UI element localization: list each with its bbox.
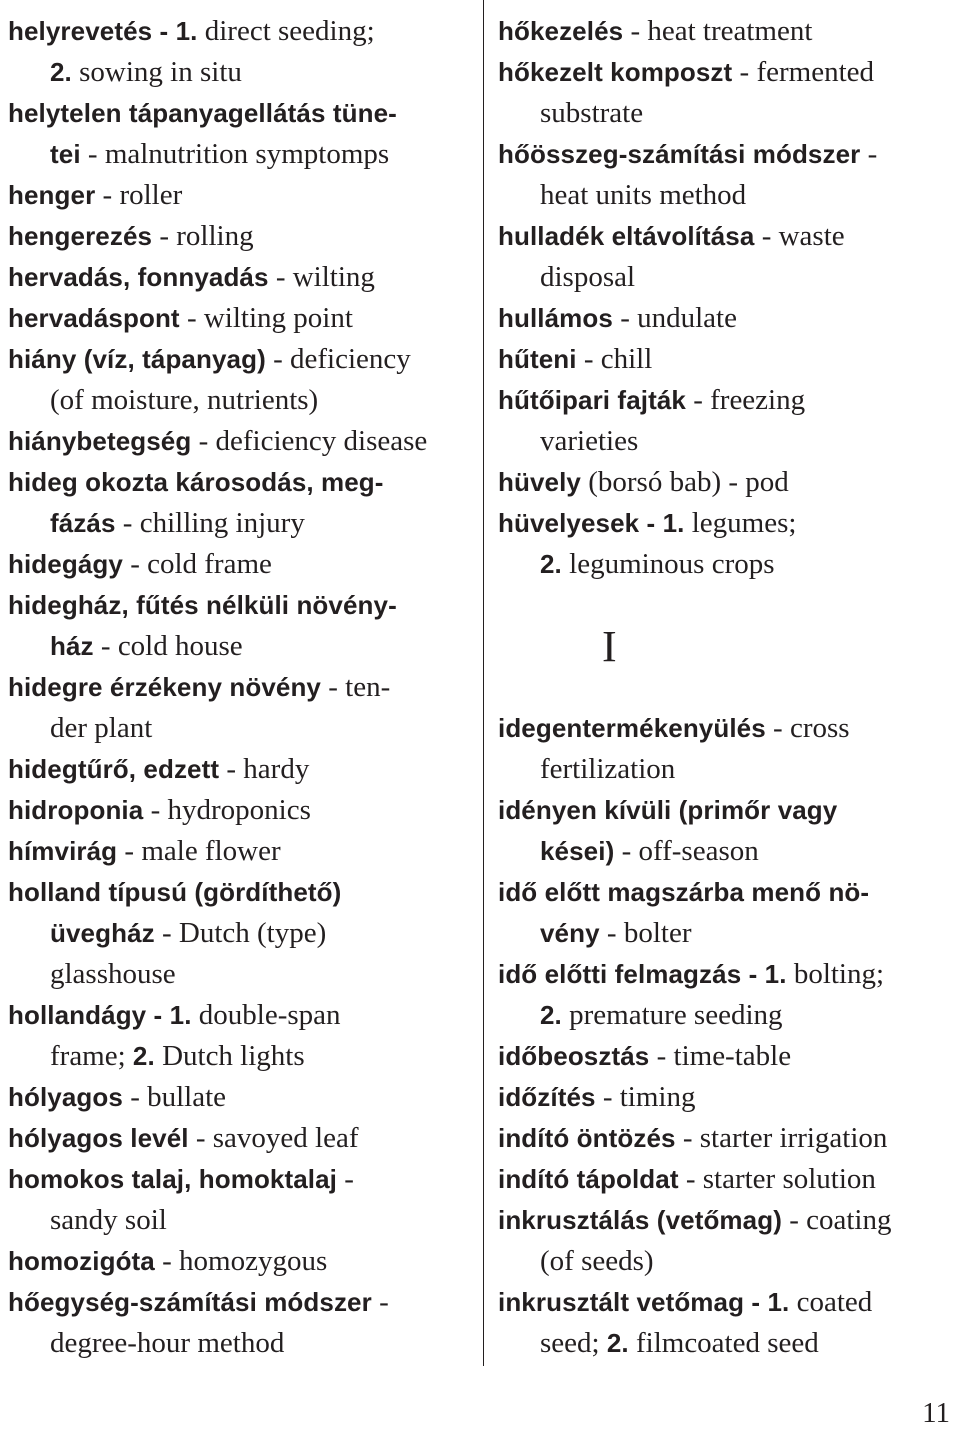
glossary-line xyxy=(498,1200,950,1241)
glossary-line xyxy=(498,1077,950,1118)
term: hőegység-számítási módszer xyxy=(8,1287,372,1317)
definition: coated xyxy=(789,1286,873,1318)
glossary-line xyxy=(498,1323,950,1364)
glossary-line xyxy=(498,216,950,257)
glossary-line xyxy=(498,1159,950,1200)
glossary-line xyxy=(8,831,478,872)
glossary-line xyxy=(8,544,478,585)
term: hervadáspont xyxy=(8,303,180,333)
definition: - Dutch (type) xyxy=(154,917,327,949)
right-column xyxy=(498,11,950,1364)
term: idényen kívüli (primőr vagy xyxy=(498,795,838,825)
term: hiánybetegség xyxy=(8,426,192,456)
term: homokos talaj, homoktalaj xyxy=(8,1164,338,1194)
term: inkrusztálás (vetőmag) xyxy=(498,1205,782,1235)
glossary-line xyxy=(498,380,950,421)
term: hőkezelt komposzt xyxy=(498,57,733,87)
definition: - deficiency xyxy=(265,343,411,375)
definition: - bullate xyxy=(122,1081,227,1113)
definition: varieties xyxy=(540,425,639,457)
definition: - ten- xyxy=(320,671,391,703)
column-divider xyxy=(483,0,484,1366)
definition: (of moisture, nutrients) xyxy=(50,384,319,416)
glossary-line xyxy=(498,11,950,52)
term: hidegre érzékeny növény xyxy=(8,672,321,702)
glossary-line xyxy=(498,954,950,995)
definition: - starter irrigation xyxy=(675,1122,888,1154)
glossary-line xyxy=(8,1282,478,1323)
term: hullámos xyxy=(498,303,613,333)
definition: - freezing xyxy=(685,384,806,416)
term: holland típusú (gördíthető) xyxy=(8,877,342,907)
glossary-line xyxy=(8,175,478,216)
glossary-line xyxy=(498,134,950,175)
term: hollandágy - 1. xyxy=(8,1000,192,1030)
definition: (borsó bab) - pod xyxy=(580,466,789,498)
definition: legumes; xyxy=(684,507,797,539)
term: fázás xyxy=(50,508,116,538)
definition: der plant xyxy=(50,712,153,744)
glossary-line xyxy=(8,1118,478,1159)
left-column xyxy=(8,11,478,1364)
definition: double-span xyxy=(191,999,341,1031)
glossary-line xyxy=(498,1036,950,1077)
term: vény xyxy=(540,918,600,948)
page-number: 11 xyxy=(922,1397,950,1429)
definition: - wilting point xyxy=(179,302,353,334)
glossary-line xyxy=(8,257,478,298)
definition: - fermented xyxy=(732,56,874,88)
definition: disposal xyxy=(540,261,636,293)
term: inkrusztált vetőmag - 1. xyxy=(498,1287,790,1317)
term: hűteni xyxy=(498,344,577,374)
term: hervadás, fonnyadás xyxy=(8,262,269,292)
definition: heat units method xyxy=(540,179,747,211)
definition: - heat treatment xyxy=(623,15,813,47)
glossary-line xyxy=(8,298,478,339)
glossary-line xyxy=(8,667,478,708)
definition: - coating xyxy=(781,1204,892,1236)
term: időzítés xyxy=(498,1082,596,1112)
term: indító öntözés xyxy=(498,1123,676,1153)
definition: - cold house xyxy=(93,630,243,662)
definition: - malnutrition symptomps xyxy=(80,138,390,170)
glossary-line xyxy=(498,544,950,585)
term: helyrevetés - 1. xyxy=(8,16,198,46)
glossary-line xyxy=(498,995,950,1036)
glossary-line xyxy=(8,913,478,954)
definition: - xyxy=(860,138,878,170)
glossary-line xyxy=(8,585,478,626)
term: 2. xyxy=(606,1328,629,1358)
definition: - undulate xyxy=(612,302,737,334)
glossary-line xyxy=(8,1077,478,1118)
glossary-line xyxy=(498,1118,950,1159)
term: idegentermékenyülés xyxy=(498,713,766,743)
definition: bolting; xyxy=(786,958,885,990)
glossary-line xyxy=(498,1282,950,1323)
term: üvegház xyxy=(50,918,155,948)
term: hólyagos levél xyxy=(8,1123,189,1153)
glossary-line xyxy=(498,175,950,216)
glossary-line xyxy=(498,872,950,913)
glossary-line xyxy=(8,1241,478,1282)
glossary-line xyxy=(8,1036,478,1077)
definition: - hardy xyxy=(219,753,310,785)
definition: - cross xyxy=(765,712,850,744)
definition: frame; xyxy=(50,1040,133,1072)
glossary-line xyxy=(498,503,950,544)
definition: leguminous crops xyxy=(561,548,775,580)
definition: sandy soil xyxy=(50,1204,167,1236)
glossary-line xyxy=(8,339,478,380)
term: henger xyxy=(8,180,96,210)
glossary-line xyxy=(8,954,478,995)
glossary-line xyxy=(8,216,478,257)
definition: - time-table xyxy=(649,1040,792,1072)
glossary-line xyxy=(8,52,478,93)
glossary-line xyxy=(8,134,478,175)
definition: - bolter xyxy=(599,917,692,949)
definition: - xyxy=(337,1163,354,1195)
glossary-line xyxy=(8,11,478,52)
definition: (of seeds) xyxy=(540,1245,654,1277)
glossary-line xyxy=(498,1241,950,1282)
glossary-line xyxy=(498,462,950,503)
definition: - male flower xyxy=(117,835,281,867)
glossary-line xyxy=(8,380,478,421)
definition: glasshouse xyxy=(50,958,176,990)
term: 2. xyxy=(540,1000,562,1030)
glossary-line xyxy=(498,708,950,749)
definition: - rolling xyxy=(152,220,254,252)
definition: - off-season xyxy=(614,835,759,867)
term: hüvely xyxy=(498,467,581,497)
term: hüvelyesek - 1. xyxy=(498,508,685,538)
glossary-line xyxy=(8,995,478,1036)
term: tei xyxy=(50,139,81,169)
term: idő előtti felmagzás - 1. xyxy=(498,959,787,989)
term: helytelen tápanyagellátás tüne- xyxy=(8,98,397,128)
glossary-line xyxy=(498,790,950,831)
glossary-line xyxy=(498,831,950,872)
definition: seed; xyxy=(540,1327,607,1359)
definition: - starter solution xyxy=(678,1163,876,1195)
glossary-line xyxy=(498,421,950,462)
definition: - waste xyxy=(754,220,845,252)
definition: substrate xyxy=(540,97,644,129)
glossary-line xyxy=(8,790,478,831)
term: ház xyxy=(50,631,94,661)
glossary-line xyxy=(498,52,950,93)
definition: - deficiency disease xyxy=(191,425,428,457)
definition: - roller xyxy=(95,179,183,211)
term: hideg okozta károsodás, meg- xyxy=(8,467,384,497)
definition: - cold frame xyxy=(122,548,272,580)
term: hőösszeg-számítási módszer xyxy=(498,139,861,169)
definition: - xyxy=(371,1286,389,1318)
term: hűtőipari fajták xyxy=(498,385,686,415)
term: kései) xyxy=(540,836,615,866)
glossary-line xyxy=(498,339,950,380)
definition: degree-hour method xyxy=(50,1327,285,1359)
term: hidegtűrő, edzett xyxy=(8,754,220,784)
glossary-line xyxy=(8,93,478,134)
definition: fertilization xyxy=(540,753,676,785)
glossary-line xyxy=(8,1200,478,1241)
term: hőkezelés xyxy=(498,16,624,46)
glossary-line xyxy=(498,257,950,298)
definition: sowing in situ xyxy=(71,56,242,88)
definition: direct seeding; xyxy=(197,15,375,47)
definition: filmcoated seed xyxy=(628,1327,819,1359)
term: hulladék eltávolítása xyxy=(498,221,755,251)
glossary-line xyxy=(8,503,478,544)
definition: - homozygous xyxy=(154,1245,328,1277)
glossary-line xyxy=(498,913,950,954)
definition: - chilling injury xyxy=(115,507,305,539)
glossary-line xyxy=(498,749,950,790)
definition: - hydroponics xyxy=(143,794,311,826)
term: hólyagos xyxy=(8,1082,123,1112)
glossary-line xyxy=(8,708,478,749)
glossary-line xyxy=(498,298,950,339)
definition: premature seeding xyxy=(561,999,783,1031)
definition: - wilting xyxy=(268,261,375,293)
term: 2. xyxy=(540,549,562,579)
definition: Dutch lights xyxy=(154,1040,305,1072)
term: hidegágy xyxy=(8,549,123,579)
term: idő előtt magszárba menő nö- xyxy=(498,877,870,907)
term: 2. xyxy=(132,1041,155,1071)
term: hiány (víz, tápanyag) xyxy=(8,344,266,374)
glossary-line xyxy=(8,626,478,667)
definition: - savoyed leaf xyxy=(188,1122,359,1154)
term: indító tápoldat xyxy=(498,1164,679,1194)
definition: - chill xyxy=(576,343,653,375)
term: hímvirág xyxy=(8,836,118,866)
term: 2. xyxy=(50,57,72,87)
term: homozigóta xyxy=(8,1246,155,1276)
section-letter: I xyxy=(602,622,617,671)
term: időbeosztás xyxy=(498,1041,650,1071)
glossary-line xyxy=(8,462,478,503)
glossary-line xyxy=(8,1159,478,1200)
term: hengerezés xyxy=(8,221,153,251)
glossary-line xyxy=(8,1323,478,1364)
glossary-line xyxy=(8,872,478,913)
term: hidroponia xyxy=(8,795,144,825)
glossary-line xyxy=(8,421,478,462)
glossary-line xyxy=(8,749,478,790)
definition: - timing xyxy=(595,1081,696,1113)
term: hidegház, fűtés nélküli növény- xyxy=(8,590,397,620)
glossary-line xyxy=(498,93,950,134)
